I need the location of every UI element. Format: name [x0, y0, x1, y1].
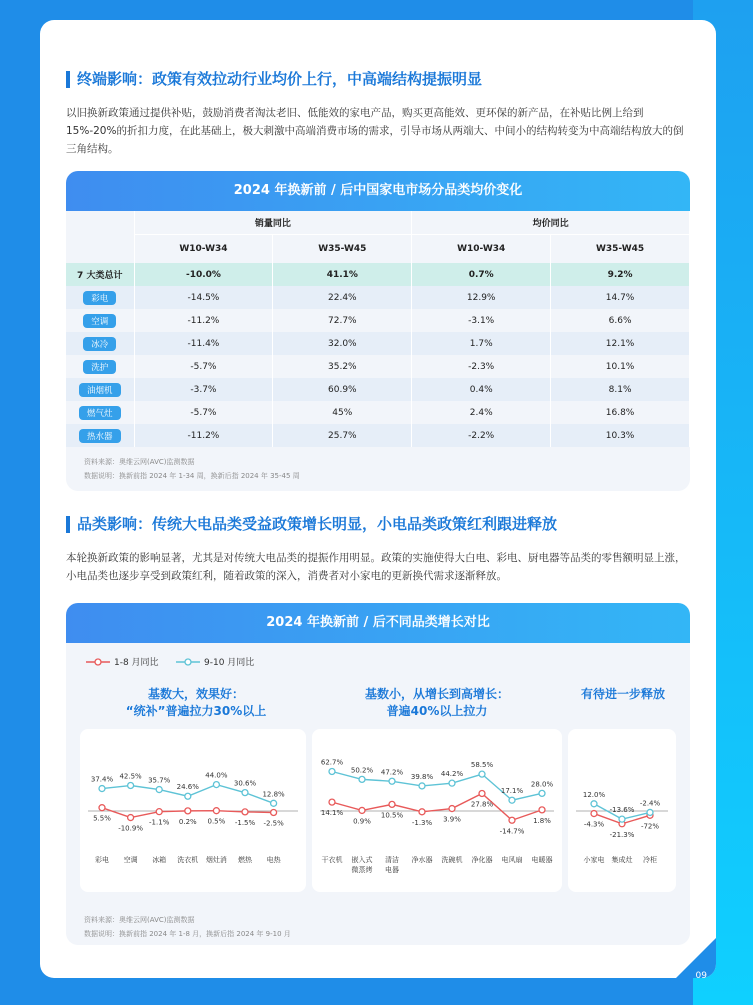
data-point [242, 809, 248, 815]
chart2-panel [312, 729, 562, 892]
table-cell: -5.7% [134, 355, 273, 378]
data-label: 1.8% [533, 816, 551, 825]
legend-label: 1-8 月同比 [114, 658, 159, 668]
data-label: -14.7% [499, 827, 525, 836]
category-pill: 空调 [83, 314, 116, 328]
data-point [647, 809, 653, 815]
row-label [66, 378, 134, 401]
data-label: 44.2% [440, 770, 464, 779]
data-point [389, 801, 395, 807]
category-label: 冰箱 [152, 856, 167, 864]
data-label: 58.5% [470, 761, 494, 770]
table-cell: -3.1% [412, 309, 551, 332]
table-cell: 60.9% [273, 378, 412, 401]
category-label: 电热 [266, 856, 281, 864]
chart3-panel [568, 729, 676, 892]
table-cell: 72.7% [273, 309, 412, 332]
legend-marker [95, 659, 101, 665]
table-title: 2024 年换新前 / 后中国家电市场分品类均价变化 [66, 171, 690, 211]
section1-title: 终端影响：政策有效拉动行业均价上行，中高端结构提振明显 [66, 71, 482, 88]
data-label: -1.5% [234, 818, 256, 827]
data-point [156, 809, 162, 815]
data-label: 5.5% [93, 814, 111, 823]
data-label: 42.5% [119, 772, 142, 781]
row-label [66, 332, 134, 355]
table-cell: 25.7% [273, 424, 412, 447]
data-label: 17.1% [500, 787, 524, 796]
category-label: 彩电 [95, 856, 109, 864]
data-point [449, 806, 455, 812]
data-label: -2.5% [263, 819, 284, 828]
data-label: -21.3% [609, 830, 635, 839]
legend-label: 9-10 月同比 [204, 658, 255, 668]
table-cell: -11.2% [134, 424, 273, 447]
category-label: 电暖器 [531, 856, 553, 864]
data-point [99, 805, 105, 811]
data-point [156, 787, 162, 793]
data-label: -2.4% [639, 799, 661, 808]
table-cell: 9.2% [551, 263, 690, 286]
category-label: 嵌入式 [351, 856, 373, 864]
table-row [66, 378, 690, 401]
col-header: W35-W45 [551, 234, 690, 263]
table-row [66, 355, 690, 378]
price-table [66, 211, 690, 447]
data-label: 10.5% [380, 811, 404, 820]
data-point [539, 790, 545, 796]
row-label [66, 424, 134, 447]
data-label: 39.8% [410, 772, 434, 781]
table-note: 数据说明：换新前指 2024 年 1-34 周，换新后指 2024 年 35-45 周 [84, 472, 300, 480]
section1-paragraph: 以旧换新政策通过提供补贴，鼓励消费者淘汰老旧、低能效的家电产品，购买更高能效、更环保的新产品，在补贴比例上给到15%-20%的折扣力度，在此基础上，极大刺激中高端消费市场的需求，引导市场从两端大、中间小的结构转变为中高端结构放大的倒三角结构。 [66, 107, 684, 155]
data-point [591, 801, 597, 807]
data-point [539, 807, 545, 813]
data-label: 62.7% [320, 758, 344, 767]
table-card [66, 171, 690, 491]
table-cell: 32.0% [273, 332, 412, 355]
row-label [66, 401, 134, 424]
table-row [66, 332, 690, 355]
data-point [213, 808, 219, 814]
table-cell: 10.3% [551, 424, 690, 447]
table-cell: 35.2% [273, 355, 412, 378]
section2-paragraph: 本轮换新政策的影响显著，尤其是对传统大电品类的提振作用明显。政策的实施使得大白电、彩电、厨电器等品类的零售额明显上涨，小电品类也逐步享受到政策红利，随着政策的深入，消费者对小家电的更新换代需求逐渐释放。 [66, 552, 686, 582]
category-pill: 油烟机 [79, 383, 121, 397]
data-label: 12.8% [262, 790, 285, 799]
data-point [128, 815, 134, 821]
table-cell: 14.7% [551, 286, 690, 309]
category-pill: 冰冷 [83, 337, 116, 351]
table-cell: 12.1% [551, 332, 690, 355]
table-cell: 45% [273, 401, 412, 424]
table-cell: 0.7% [412, 263, 551, 286]
data-label: -4.3% [583, 820, 605, 829]
col-header: W10-W34 [134, 234, 273, 263]
data-label: 0.2% [178, 817, 197, 826]
data-label: 28.0% [530, 780, 554, 789]
col-header: W10-W34 [412, 234, 551, 263]
table-cell: -5.7% [134, 401, 273, 424]
table-cell: -11.2% [134, 309, 273, 332]
data-point [591, 811, 597, 817]
data-label: 44.0% [205, 771, 228, 780]
data-label: -72% [640, 822, 660, 831]
data-point [329, 799, 335, 805]
category-label: 电器 [385, 866, 399, 874]
data-point [619, 816, 625, 822]
category-pill: 彩电 [83, 291, 116, 305]
data-label: 14.1% [320, 809, 344, 818]
data-point [419, 783, 425, 789]
page-number: 09 [695, 971, 707, 981]
category-label: 净化器 [471, 856, 493, 864]
category-label: 干衣机 [321, 856, 343, 864]
category-pill: 燃气灶 [79, 406, 121, 420]
table-cell: -3.7% [134, 378, 273, 401]
table-cell: 8.1% [551, 378, 690, 401]
table-row [66, 401, 690, 424]
data-point [509, 817, 515, 823]
data-label: -13.6% [609, 806, 635, 815]
data-label: 35.7% [148, 776, 171, 785]
data-point [419, 809, 425, 815]
category-label: 燃热 [238, 856, 252, 864]
category-label: 净水器 [411, 856, 433, 864]
data-point [185, 808, 191, 814]
table-cell: -14.5% [134, 286, 273, 309]
category-label: 洗衣机 [177, 856, 199, 864]
category-label: 洗碗机 [441, 856, 463, 864]
data-point [213, 782, 219, 788]
data-label: 50.2% [350, 766, 374, 775]
section2-title: 品类影响：传统大电品类受益政策增长明显，小电品类政策红利跟进释放 [66, 516, 557, 533]
data-point [271, 810, 277, 816]
data-label: 0.5% [207, 817, 226, 826]
category-label: 微蒸烤 [351, 866, 373, 874]
series-line [332, 771, 542, 800]
data-point [185, 793, 191, 799]
chart-source: 资料来源：奥维云网(AVC)监测数据 [84, 916, 195, 924]
row-label [66, 355, 134, 378]
table-row [66, 309, 690, 332]
data-label: 37.4% [90, 775, 114, 784]
data-point [359, 807, 365, 813]
data-point [479, 790, 485, 796]
data-label: 24.6% [176, 783, 199, 792]
category-label: 冷柜 [643, 856, 657, 864]
category-label: 烟灶消 [205, 856, 227, 864]
data-point [479, 771, 485, 777]
table-source: 资料来源：奥维云网(AVC)监测数据 [84, 458, 195, 466]
legend-marker [185, 659, 191, 665]
data-point [359, 776, 365, 782]
data-label: 3.9% [443, 815, 461, 824]
category-label: 电风扇 [501, 856, 523, 864]
data-point [509, 797, 515, 803]
table-cell: -2.2% [412, 424, 551, 447]
data-label: 47.2% [380, 768, 404, 777]
table-cell: 22.4% [273, 286, 412, 309]
table-cell: 10.1% [551, 355, 690, 378]
table-row [66, 286, 690, 309]
data-label: -1.3% [411, 818, 433, 827]
row-label [66, 286, 134, 309]
data-point [99, 786, 105, 792]
table-cell: 6.6% [551, 309, 690, 332]
data-point [389, 778, 395, 784]
table-cell: 0.4% [412, 378, 551, 401]
row-label: 7 大类总计 [66, 263, 134, 286]
chart-title: 2024 年换新前 / 后不同品类增长对比 [66, 603, 690, 643]
table-cell: 2.4% [412, 401, 551, 424]
data-label: 27.8% [470, 800, 494, 809]
table-cell: -2.3% [412, 355, 551, 378]
data-label: 12.0% [582, 790, 606, 799]
category-label: 小家电 [583, 856, 605, 864]
group-sales: 销量同比 [134, 211, 412, 234]
chart-legend [86, 655, 286, 669]
category-pill: 热水器 [79, 429, 121, 443]
table-row [66, 424, 690, 447]
data-point [128, 783, 134, 789]
data-label: -10.9% [118, 824, 143, 833]
table-cell: 1.7% [412, 332, 551, 355]
data-point [329, 768, 335, 774]
data-label: -1.1% [149, 818, 170, 827]
col-header: W35-W45 [273, 234, 412, 263]
data-label: 30.6% [233, 779, 257, 788]
table-cell: -11.4% [134, 332, 273, 355]
category-pill: 洗护 [83, 360, 116, 374]
category-label: 集成灶 [611, 856, 633, 864]
data-point [271, 800, 277, 806]
table-cell: -10.0% [134, 263, 273, 286]
table-cell: 12.9% [412, 286, 551, 309]
chart-note: 数据说明：换新前指 2024 年 1-8 月，换新后指 2024 年 9-10 月 [84, 930, 291, 938]
table-row [66, 263, 690, 286]
chart1-title: 基数大，效果好： “统补”普遍拉力30%以上 [125, 687, 267, 718]
row-label [66, 309, 134, 332]
table-cell: 16.8% [551, 401, 690, 424]
chart1-panel [80, 729, 306, 892]
data-point [242, 790, 248, 796]
data-label: 0.9% [353, 817, 371, 826]
chart3-title: 有待进一步释放 [580, 687, 665, 701]
chart2-title: 基数小，从增长到高增长： 普遍40%以上拉力 [364, 687, 509, 718]
data-point [449, 780, 455, 786]
table-cell: 41.1% [273, 263, 412, 286]
group-price: 均价同比 [412, 211, 690, 234]
category-label: 空调 [123, 856, 138, 864]
category-label: 清洁 [385, 856, 399, 864]
